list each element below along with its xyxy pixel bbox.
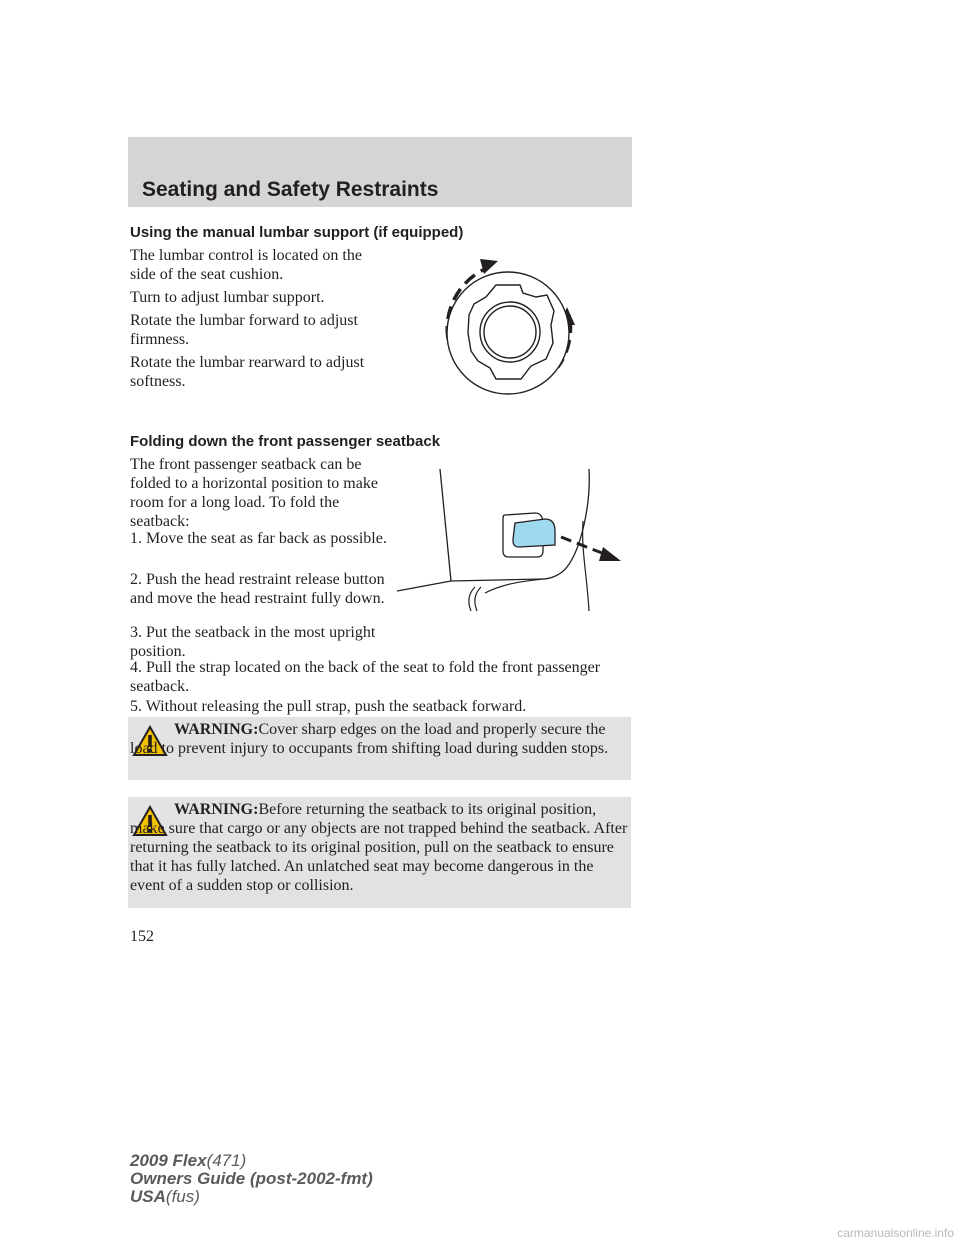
footer-model-code: (471) — [206, 1151, 247, 1170]
lumbar-paragraph-1: The lumbar control is located on the side of the seat cushion. — [130, 247, 362, 283]
section-title: Seating and Safety Restraints — [142, 178, 439, 201]
seatback-intro: The front passenger seatback can be folded to a horizontal position to make room for a long load. To fold the seatback: — [130, 456, 378, 530]
seatback-step-4: 4. Pull the strap located on the back of the seat to fold the front passenger seatback. — [130, 659, 601, 695]
watermark-text: carmanualsonline.info — [837, 1226, 954, 1240]
footer-guide: Owners Guide (post-2002-fmt) — [130, 1169, 373, 1188]
seatback-step-5: 5. Without releasing the pull strap, push the seatback forward. — [130, 698, 527, 715]
seatback-step-1: 1. Move the seat as far back as possible. — [130, 530, 387, 547]
warning-text: Cover sharp edges on the load and properly secure the load to prevent injury to occupants from shifting load during sudden stops. — [130, 721, 609, 757]
lumbar-knob-illustration — [430, 255, 595, 395]
warning-label: WARNING: — [174, 801, 259, 818]
warning-label: WARNING: — [174, 721, 259, 738]
footer-market: USA — [130, 1187, 166, 1206]
seatback-step-3: 3. Put the seatback in the most upright position. — [130, 624, 376, 660]
warning-box-1 — [128, 717, 631, 780]
page-number: 152 — [130, 928, 154, 945]
seatback-strap-illustration — [395, 465, 625, 613]
seatback-step-2: 2. Push the head restraint release button and move the head restraint fully down. — [130, 571, 385, 607]
footer-market-code: (fus) — [165, 1187, 200, 1206]
lumbar-heading: Using the manual lumbar support (if equipped) — [130, 224, 464, 241]
footer-model: 2009 Flex — [130, 1151, 207, 1170]
warning-text: Before returning the seatback to its original position, make sure that cargo or any objects are not trapped behind the seatback. After returning the seatback to its original position, pull on the seatback to ensure that it has fully latched. An unlatched seat may become dangerous in the event of a sudden stop or collision. — [130, 801, 628, 894]
document-footer — [130, 1152, 373, 1206]
seatback-heading: Folding down the front passenger seatback — [130, 433, 441, 450]
warning-box-2 — [128, 797, 631, 908]
lumbar-paragraph-2: Turn to adjust lumbar support. — [130, 289, 325, 306]
lumbar-paragraph-4: Rotate the lumbar rearward to adjust softness. — [130, 354, 365, 390]
lumbar-paragraph-3: Rotate the lumbar forward to adjust firmness. — [130, 312, 358, 348]
